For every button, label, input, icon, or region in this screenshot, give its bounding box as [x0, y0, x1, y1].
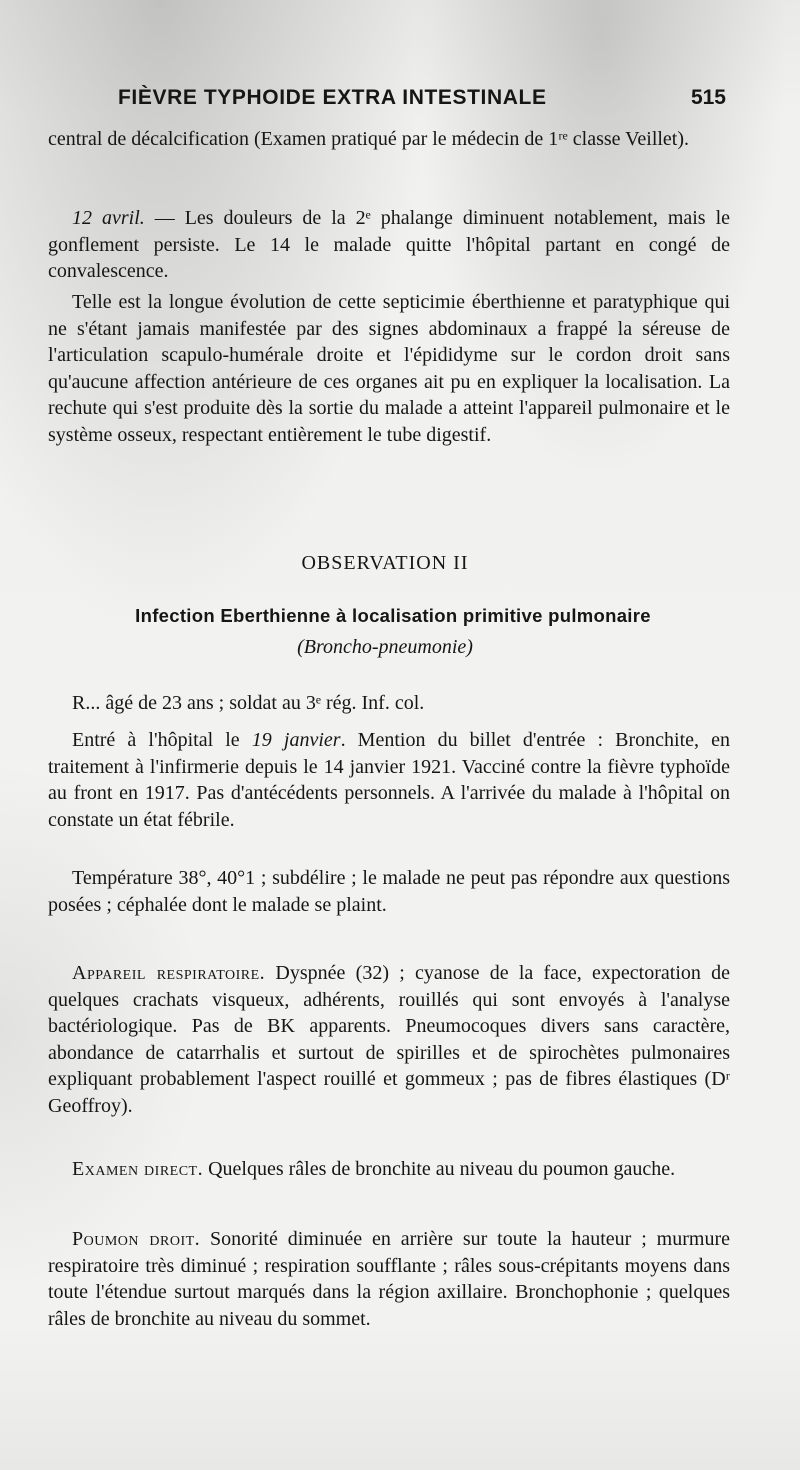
- section-heading: Poumon droit.: [72, 1228, 201, 1250]
- paragraph-text-start: Entré à l'hôpital le: [72, 729, 252, 751]
- date-label: 12 avril.: [72, 207, 145, 229]
- paragraph-text: central de décalcification (Examen pratiqué par le médecin de 1ʳᵉ classe Veillet).: [48, 128, 690, 150]
- paragraph-respiratory-system: [48, 960, 730, 1119]
- observation-title: OBSERVATION II: [301, 552, 469, 574]
- paragraph-temperature: [48, 865, 730, 918]
- paragraph-direct-exam: [48, 1156, 730, 1183]
- section-heading: Examen direct.: [72, 1158, 204, 1180]
- paragraph-admission: [48, 727, 730, 833]
- paragraph-patient-identity: [48, 690, 730, 717]
- observation-diagnosis: (Broncho-pneumonie): [297, 636, 473, 658]
- paragraph-text: — Les douleurs de la 2ᵉ phalange diminuent notablement, mais le gonflement persiste. Le 14 le malade quitte l'hôpital partant en congé de convalescence.: [48, 207, 730, 282]
- paragraph-text: Quelques râles de bronchite au niveau du poumon gauche.: [203, 1158, 676, 1180]
- paragraph-text: Sonorité diminuée en arrière sur toute la hauteur ; murmure respiratoire très diminué ; respiration soufflante ; râles sous-crépitants moyens dans toute l'étendue surtout marqués dans la région axillaire. Bronchophonie ; quelques râles de bronchite au niveau du sommet.: [48, 1228, 730, 1330]
- paragraph-decalcification: [48, 126, 730, 153]
- running-head: FIÈVRE TYPHOIDE EXTRA INTESTINALE: [118, 86, 547, 109]
- page-header: [118, 86, 726, 116]
- page-number: 515: [690, 86, 726, 109]
- paragraph-12-avril: [48, 205, 730, 285]
- date-label: 19 janvier: [251, 729, 341, 751]
- observation-subtitle: Infection Eberthienne à localisation primitive pulmonaire: [135, 605, 651, 626]
- paragraph-text: Telle est la longue évolution de cette septicimie éberthienne et paratyphique qui ne s'étant jamais manifestée par des signes abdominaux a frappé la séreuse de l'articulation scapulo-humérale droite et l'épididyme sur le cordon droit sans qu'aucune affection antérieure de ces organes ait pu en expliquer la localisation. La rechute qui s'est produite dès la sortie du malade a atteint l'appareil pulmonaire et le système osseux, respectant entièrement le tube digestif.: [48, 291, 730, 446]
- paragraph-text: Dyspnée (32) ; cyanose de la face, expectoration de quelques crachats visqueux, adhérents, rouillés qui sont envoyés à l'analyse bactériologique. Pas de BK apparents. Pneumocoques divers sans caractère, abondance de catarrhalis et surtout de spirilles et de spirochètes pulmonaires expliquant probablement l'aspect rouillé et gommeux ; pas de fibres élastiques (Dʳ Geoffroy).: [48, 962, 730, 1117]
- paragraph-evolution-summary: [48, 289, 730, 448]
- paragraph-right-lung: [48, 1226, 730, 1332]
- section-heading: Appareil respiratoire.: [72, 962, 266, 984]
- paragraph-text-end: . Mention du billet d'entrée : Bronchite, en traitement à l'infirmerie depuis le 14 janvier 1921. Vacciné contre la fièvre typhoïde au front en 1917. Pas d'antécédents personnels. A l'arrivée du malade à l'hôpital on constate un état fébrile.: [48, 729, 730, 831]
- paragraph-text: R... âgé de 23 ans ; soldat au 3ᵉ rég. Inf. col.: [72, 692, 425, 714]
- paragraph-text: Température 38°, 40°1 ; subdélire ; le malade ne peut pas répondre aux questions posées ; céphalée dont le malade se plaint.: [48, 867, 730, 916]
